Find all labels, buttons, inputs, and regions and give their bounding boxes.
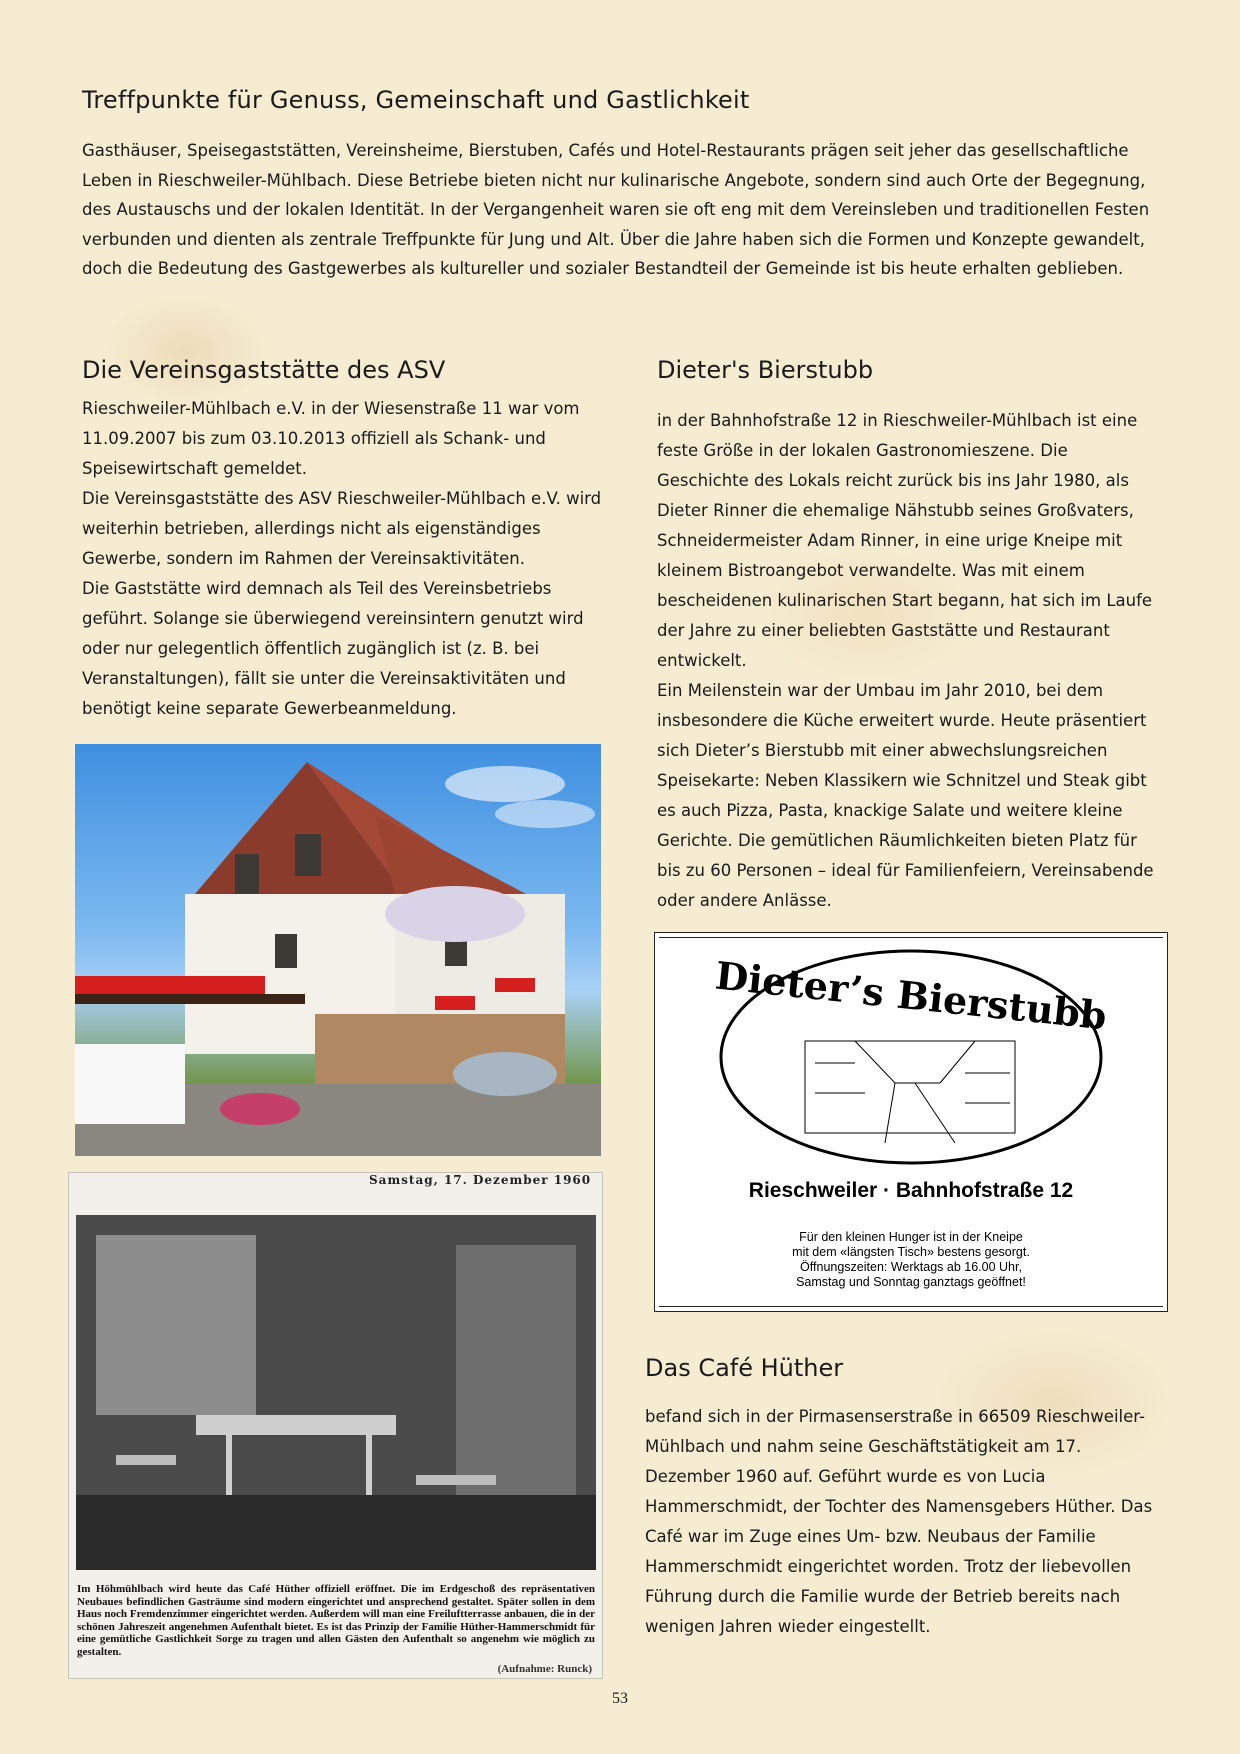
dieters-heading: Dieter's Bierstubb xyxy=(657,356,874,384)
asv-paragraph: Die Gaststätte wird demnach als Teil des Vereinsbetriebs geführt. Solange sie überwiegend vereinsintern genutzt wird oder nur gelegentlich öffentlich zugänglich ist (z. B. bei Veranstaltungen), fällt sie unter die Vereinsaktivitäten und benötigt keine separate Gewerbeanmeldung. xyxy=(82,579,584,718)
asv-text xyxy=(82,394,602,724)
asv-paragraph: Rieschweiler-Mühlbach e.V. in der Wiesenstraße 11 war vom 11.09.2007 bis zum 03.10.2013 offiziell als Schank- und Speisewirtschaft gemeldet. xyxy=(82,399,580,478)
ad-address: Rieschweiler · Bahnhofstraße 12 xyxy=(748,1179,1074,1202)
pub-interior-sketch xyxy=(805,1041,1015,1143)
intro-paragraph: Gasthäuser, Speisegaststätten, Vereinsheime, Bierstuben, Cafés und Hotel-Restaurants prägen seit jeher das gesellschaftliche Leben in Rieschweiler-Mühlbach. Diese Betriebe bieten nicht nur kulinarische Angebote, sondern sind auch Orte der Begegnung, des Austauschs und der lokalen Identität. In der Vergangenheit waren sie oft eng mit dem Vereinsleben und traditionellen Festen verbunden und dienten als zentrale Treffpunkte für Jung und Alt. Über die Jahre haben sich die Formen und Konzepte gewandelt, doch die Bedeutung des Gastgewerbes als kultureller und sozialer Bestandteil der Gemeinde ist bis heute erhalten geblieben. xyxy=(82,141,1150,278)
ad-info-line: mit dem «längsten Tisch» bestens gesorgt. xyxy=(792,1245,1030,1259)
ad-info-line: Öffnungszeiten: Werktags ab 16.00 Uhr, xyxy=(800,1260,1022,1274)
asv-heading: Die Vereinsgaststätte des ASV xyxy=(82,356,446,384)
ad-info xyxy=(655,1230,1167,1290)
ad-info-line: Für den kleinen Hunger ist in der Kneipe xyxy=(799,1230,1023,1244)
dieters-paragraph: in der Bahnhofstraße 12 in Rieschweiler-Mühlbach ist eine feste Größe in der lokalen Gastronomieszene. Die Geschichte des Lokals reicht zurück bis ins Jahr 1980, als Dieter Rinner die ehemalige Nähstubb seines Großvaters, Schneidermeister Adam Rinner, in eine urige Kneipe mit kleinem Bistroangebot verwandelte. Was mit einem bescheidenen kulinarischen Start begann, hat sich im Laufe der Jahre zu einer beliebten Gaststätte und Restaurant entwickelt. xyxy=(657,411,1153,670)
huether-heading: Das Café Hüther xyxy=(645,1354,844,1382)
asv-paragraph: Die Vereinsgaststätte des ASV Rieschweiler-Mühlbach e.V. wird weiterhin betrieben, allerdings nicht als eigenständiges Gewerbe, sondern im Rahmen der Vereinsaktivitäten. xyxy=(82,489,602,568)
cafe-interior-photo xyxy=(76,1215,596,1570)
ad-logo-text: Dieter’s Bierstubb xyxy=(713,952,1109,1039)
clipping-date: Samstag, 17. Dezember 1960 xyxy=(369,1173,592,1187)
newspaper-clipping xyxy=(68,1172,603,1679)
page-number: 53 xyxy=(612,1690,628,1707)
dieters-text xyxy=(657,406,1157,916)
house-illustration xyxy=(75,744,601,1156)
page-title: Treffpunkte für Genuss, Gemeinschaft und Gastlichkeit xyxy=(82,86,750,114)
ad-info-line: Samstag und Sonntag ganztags geöffnet! xyxy=(796,1275,1026,1289)
dieters-advertisement xyxy=(654,932,1168,1312)
clipping-caption: Im Höhmühlbach wird heute das Café Hüther offiziell eröffnet. Die im Erdgeschoß des repräsentativen Neubaues befindlichen Gasträume sind modern eingerichtet und ansprechend gestaltet. Später sollen in dem Haus noch Fremdenzimmer eingerichtet werden. Außerdem will man eine Freiluftterrasse anbauen, die in der schönen Jahreszeit angenehmen Aufenthalt bietet. Es ist das Prinzip der Familie Hüther-Hammerschmidt für eine gemütliche Gastlichkeit Sorge zu tragen und allen Gästen den Aufenthalt so angenehm wie möglich zu gestalten. xyxy=(77,1583,595,1658)
asv-clubhouse-photo xyxy=(75,744,601,1156)
cafe-interior-illustration xyxy=(76,1215,596,1570)
clipping-credit: (Aufnahme: Runck) xyxy=(497,1663,592,1675)
dieters-paragraph: Ein Meilenstein war der Umbau im Jahr 2010, bei dem insbesondere die Küche erweitert wurde. Heute präsentiert sich Dieter’s Bierstubb mit einer abwechslungsreichen Speisekarte: Neben Klassikern wie Schnitzel und Steak gibt es auch Pizza, Pasta, knackige Salate und weitere kleine Gerichte. Die gemütlichen Räumlichkeiten bieten Platz für bis zu 60 Personen – ideal für Familienfeiern, Vereinsabende oder andere Anlässe. xyxy=(657,681,1154,910)
huether-paragraph: befand sich in der Pirmasenserstraße in 66509 Rieschweiler-Mühlbach und nahm seine Geschäftstätigkeit am 17. Dezember 1960 auf. Geführt wurde es von Lucia Hammerschmidt, der Tochter des Namensgebers Hüther. Das Café war im Zuge eines Um- bzw. Neubaus der Familie Hammerschmidt eingerichtet worden. Trotz der liebevollen Führung durch die Familie wurde der Betrieb bereits nach wenigen Jahren wieder eingestellt. xyxy=(645,1407,1153,1636)
